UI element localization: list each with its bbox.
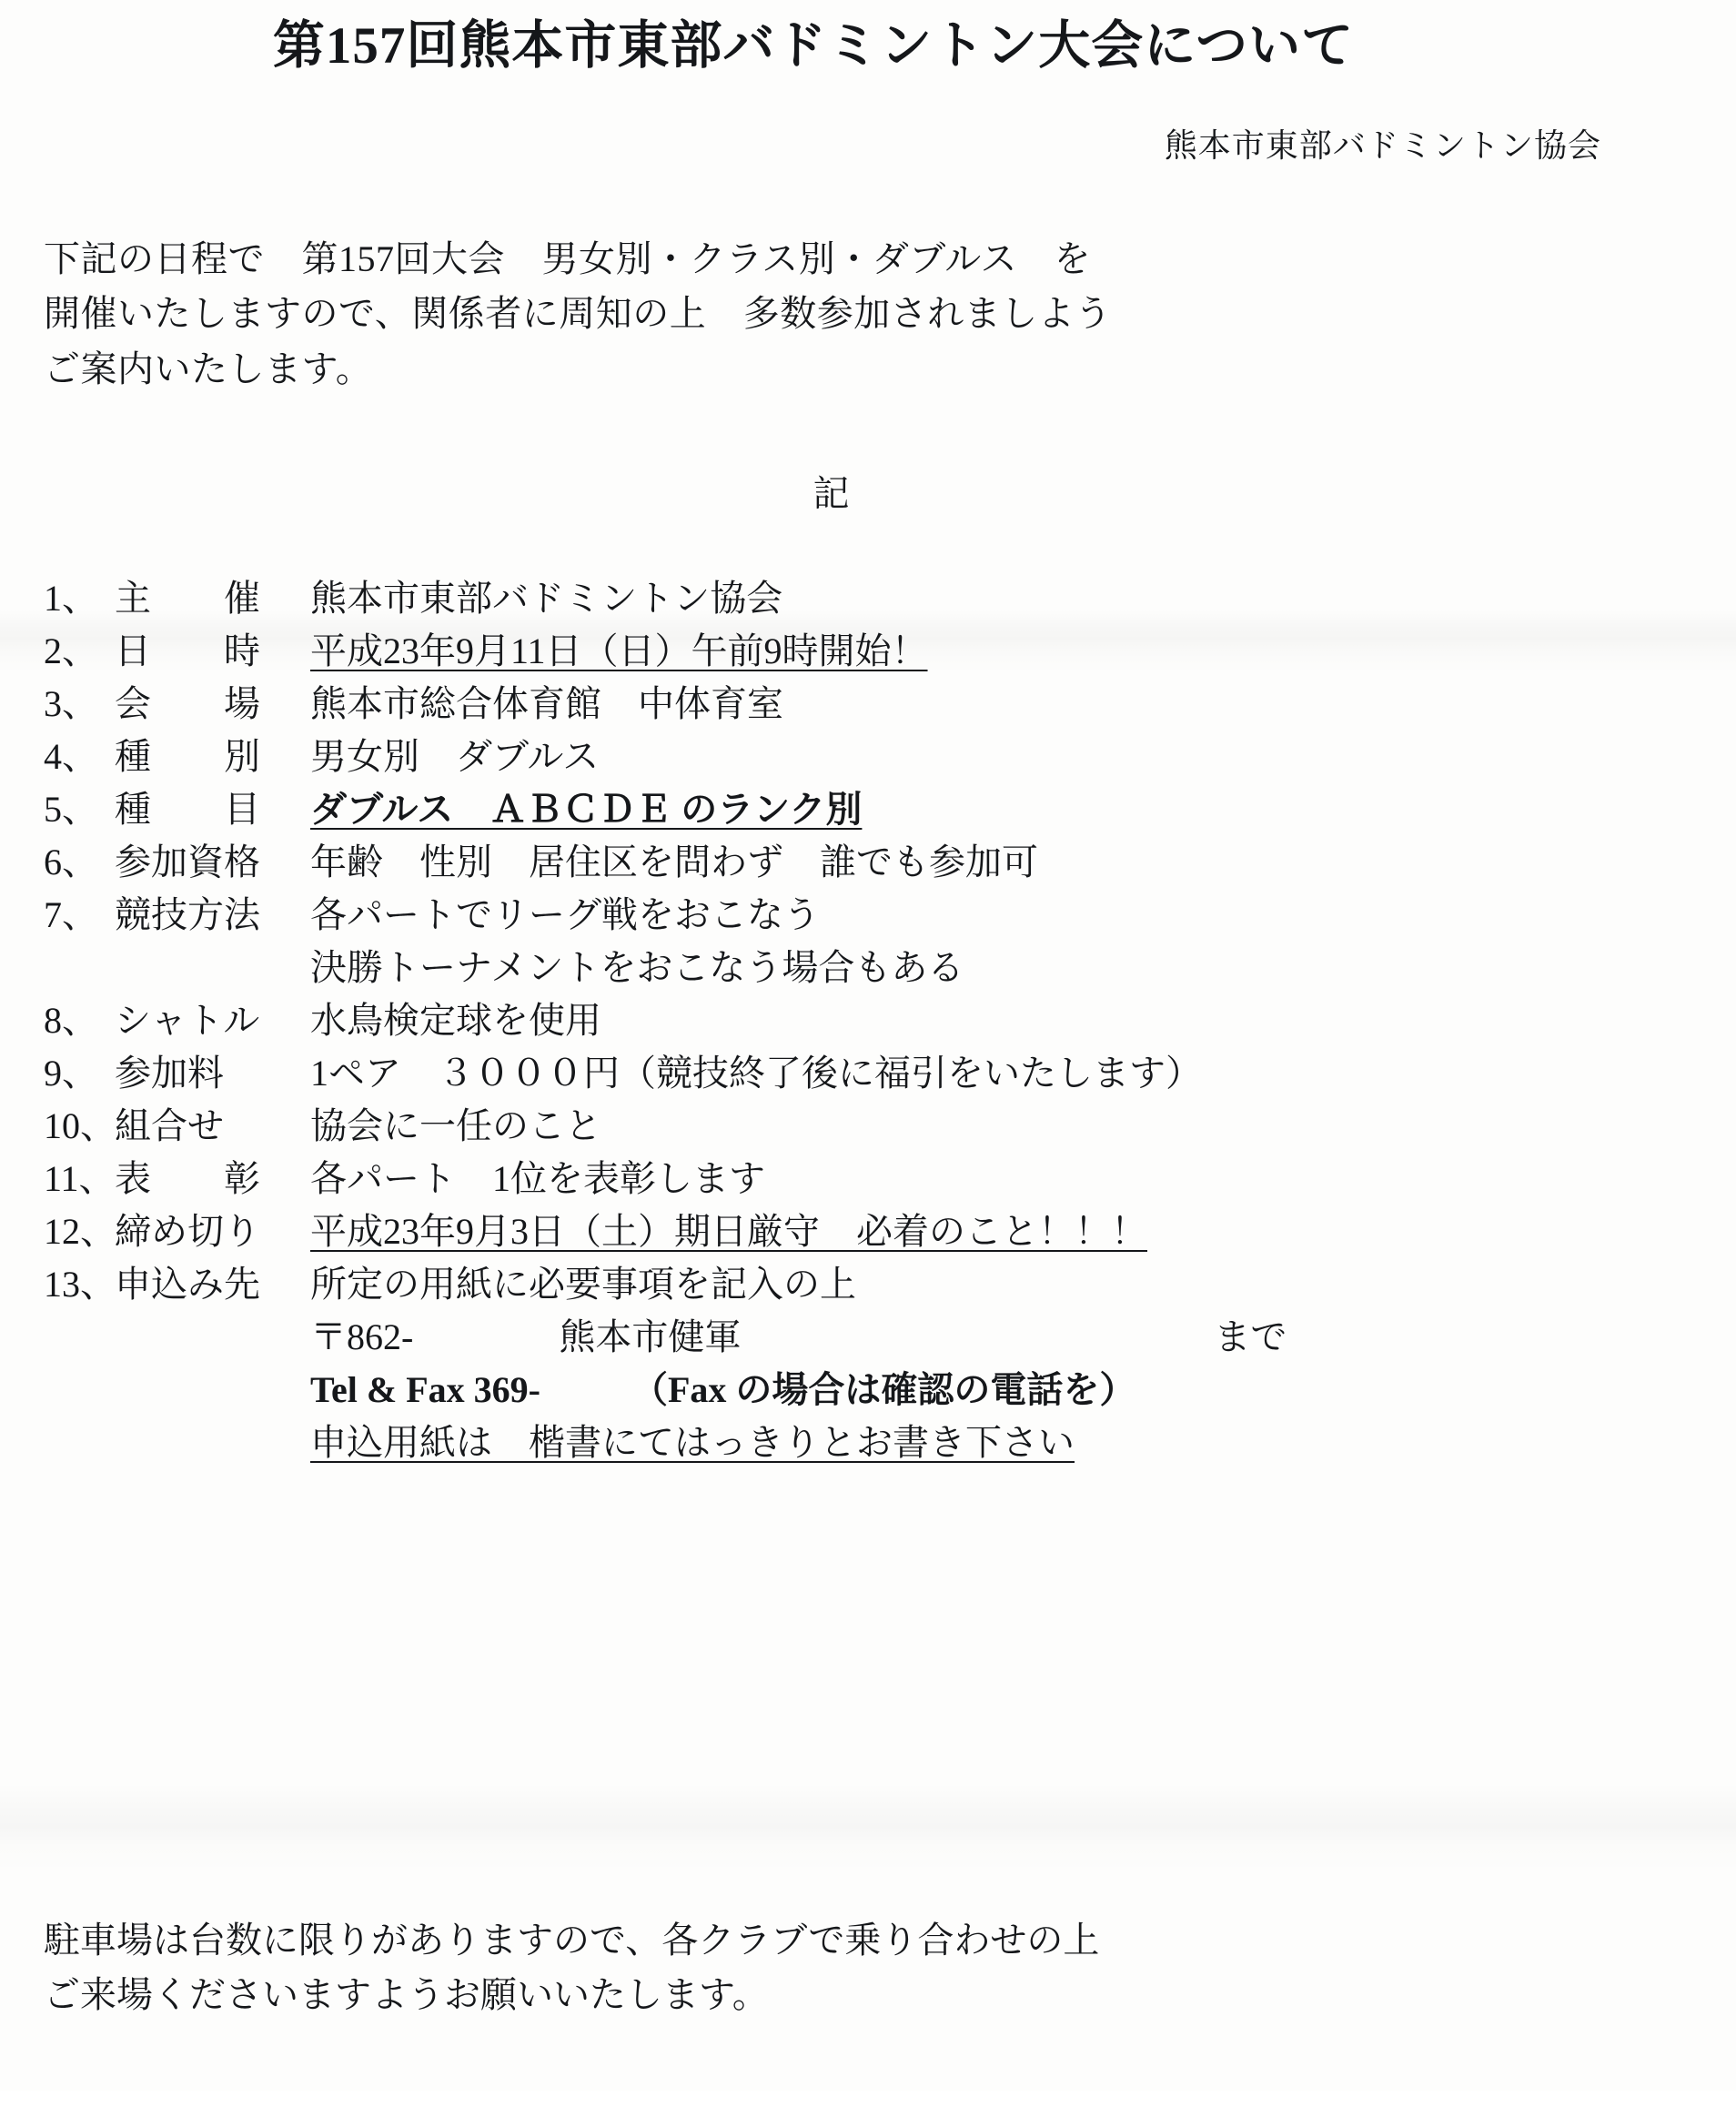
- item-number: 5、: [44, 788, 98, 830]
- list-item: [44, 735, 1692, 777]
- footer-note: [44, 1913, 1692, 2022]
- item-value: 所定の用紙に必要事項を記入の上: [310, 1263, 856, 1305]
- item-label: 日 時: [115, 630, 260, 671]
- item-label: 組合せ: [115, 1104, 224, 1146]
- item-number: 7、: [44, 893, 98, 935]
- item-label: 締め切り: [115, 1210, 260, 1252]
- items-list: [44, 577, 1692, 1463]
- indent-spacer: [44, 1425, 310, 1461]
- application-note-line: [44, 1421, 1692, 1463]
- item-value: 熊本市東部バドミントン協会: [310, 577, 783, 619]
- intro-paragraph: [44, 232, 1692, 398]
- ki-marker: 記: [812, 472, 851, 514]
- indent-spacer: [44, 1372, 310, 1408]
- indent-spacer: [44, 1319, 310, 1356]
- item-number: 4、: [44, 735, 98, 777]
- item-value: ダブルス ＡＢＣＤＥ のランク別: [310, 788, 863, 830]
- footer-line-2: ご来場くださいますようお願いいたします。: [44, 1974, 769, 2015]
- list-item: [44, 841, 1692, 882]
- list-item: [44, 999, 1692, 1041]
- item-value: 各パート 1位を表彰します: [310, 1157, 765, 1199]
- list-item: [44, 788, 1692, 830]
- item-label: 競技方法: [115, 893, 260, 935]
- list-item: [44, 1157, 1692, 1199]
- item-label: 参加料: [115, 1052, 224, 1094]
- item-number: 6、: [44, 841, 98, 882]
- page-content: [0, 16, 1736, 2107]
- item-value: 協会に一任のこと: [310, 1104, 601, 1146]
- application-note: 申込用紙は 楷書にてはっきりとお書き下さい: [310, 1421, 1075, 1463]
- list-item: [44, 1210, 1692, 1252]
- list-item: [44, 577, 1692, 619]
- item-value: 水鳥検定球を使用: [310, 999, 601, 1041]
- item-value: 1ペア ３０００円（競技終了後に福引をいたします）: [310, 1052, 1202, 1094]
- contact-line: [44, 1368, 1692, 1410]
- item-number: 1、: [44, 577, 98, 619]
- item-label: 種 目: [115, 788, 260, 830]
- item-number: 10、: [44, 1104, 116, 1146]
- indent-spacer: [44, 950, 310, 986]
- item-label: 会 場: [115, 682, 260, 724]
- list-item: [44, 1052, 1692, 1094]
- item-continuation: [44, 946, 1692, 988]
- item-number: 2、: [44, 630, 98, 671]
- intro-line-3: ご案内いたします。: [44, 348, 373, 390]
- list-item: [44, 1263, 1692, 1305]
- item-label: 参加資格: [115, 841, 260, 882]
- address-line: [44, 1316, 1692, 1357]
- item-number: 9、: [44, 1052, 98, 1094]
- item-value: 各パートでリーグ戦をおこなう: [310, 893, 820, 935]
- item-label: シャトル: [115, 999, 260, 1041]
- item-value: 男女別 ダブルス: [310, 735, 600, 777]
- tel-fax: Tel & Fax 369- （Fax の場合は確認の電話を）: [310, 1368, 1136, 1410]
- item-label: 申込み先: [115, 1263, 260, 1305]
- footer-line-1: 駐車場は台数に限りがありますので、各クラブで乗り合わせの上: [44, 1920, 1100, 1961]
- list-item: [44, 682, 1692, 724]
- page-title: 第157回熊本市東部バドミントン大会について: [272, 17, 1355, 75]
- item-number: 12、: [44, 1210, 116, 1252]
- intro-line-1: 下記の日程で 第157回大会 男女別・クラス別・ダブルス を: [44, 237, 1091, 279]
- list-item: [44, 893, 1692, 935]
- list-item: [44, 630, 1692, 671]
- item-number: 13、: [44, 1263, 116, 1305]
- item-value: 平成23年9月3日（土）期日厳守 必着のこと！！！: [310, 1210, 1147, 1252]
- item-number: 8、: [44, 999, 98, 1041]
- item-value: 熊本市総合体育館 中体育室: [310, 682, 783, 724]
- postal-address: 〒862- 熊本市健軍 まで: [310, 1316, 1287, 1357]
- intro-line-2: 開催いたしますので、関係者に周知の上 多数参加されましよう: [44, 293, 1112, 335]
- item-label: 種 別: [115, 735, 260, 777]
- item-label: 表 彰: [115, 1157, 260, 1199]
- item-label: 主 催: [115, 577, 260, 619]
- item-number: 3、: [44, 682, 98, 724]
- item-number: 11、: [44, 1157, 116, 1199]
- item-value: 決勝トーナメントをおこなう場合もある: [310, 946, 964, 988]
- association-name: 熊本市東部バドミントン協会: [1164, 126, 1601, 164]
- list-item: [44, 1104, 1692, 1146]
- item-value: 年齢 性別 居住区を問わず 誰でも参加可: [310, 841, 1038, 882]
- item-value: 平成23年9月11日（日）午前9時開始！: [310, 630, 928, 671]
